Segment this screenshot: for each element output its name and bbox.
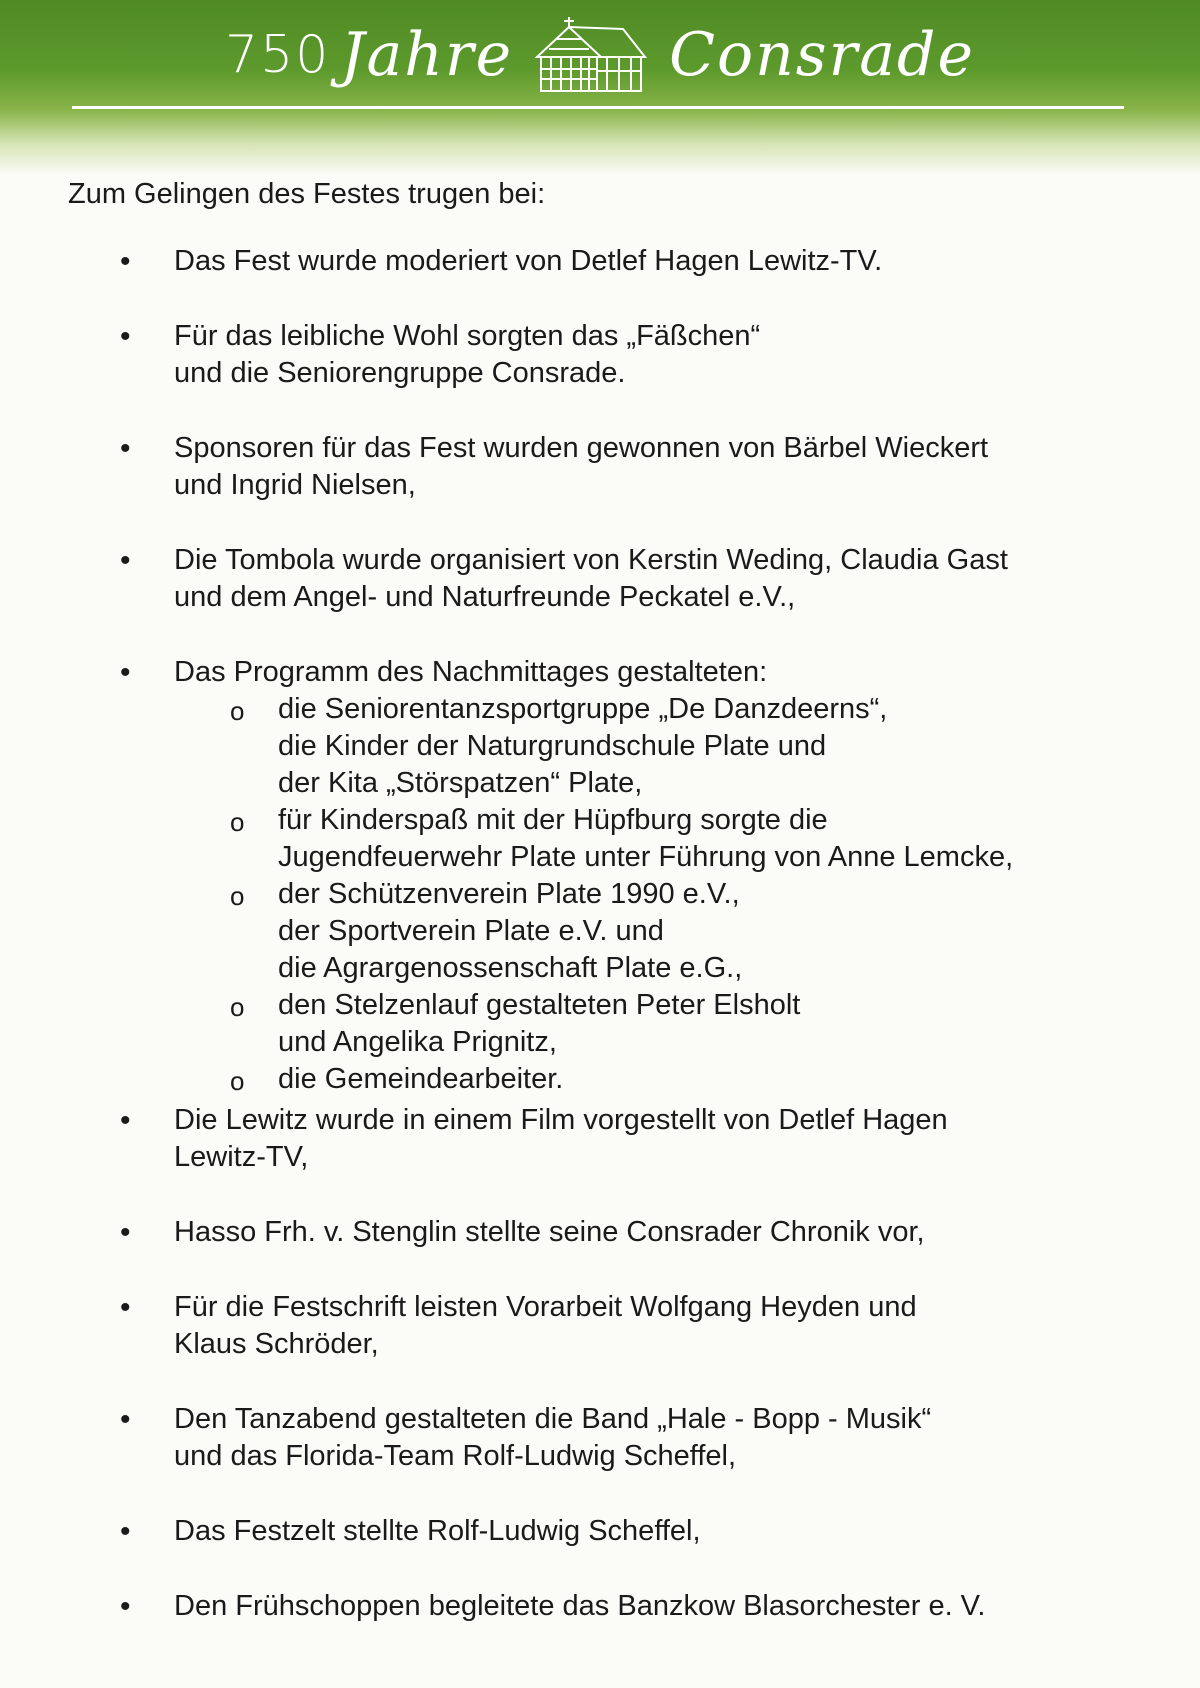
list-item xyxy=(68,542,1148,616)
list-item-line: und Ingrid Nielsen, xyxy=(174,469,416,501)
sub-bullet-marker: o xyxy=(230,881,245,911)
list-item-line: Das Programm des Nachmittages gestalteten: xyxy=(174,656,768,688)
sublist-item-line: die Seniorentanzsportgruppe „De Danzdeerns“, xyxy=(278,693,888,725)
list-item-line: Hasso Frh. v. Stenglin stellte seine Consrader Chronik vor, xyxy=(174,1216,925,1248)
header-title xyxy=(0,10,1200,100)
sublist-item-line: für Kinderspaß mit der Hüpfburg sorgte die xyxy=(278,804,828,836)
list-item xyxy=(68,1588,1148,1625)
sublist-item-line: den Stelzenlauf gestalteten Peter Elsholt xyxy=(278,989,801,1021)
bullet-marker: • xyxy=(120,1515,131,1548)
list-item xyxy=(68,1513,1148,1550)
list-item xyxy=(68,243,1148,280)
list-item-line: Lewitz-TV, xyxy=(174,1141,309,1173)
sublist-item xyxy=(174,987,1148,1061)
list-item-line: Das Fest wurde moderiert von Detlef Hagen Lewitz-TV. xyxy=(174,245,883,277)
list-item xyxy=(68,654,1148,1098)
bullet-marker: • xyxy=(120,320,131,353)
sublist-item xyxy=(174,876,1148,987)
intro-heading: Zum Gelingen des Festes trugen bei: xyxy=(68,178,546,210)
bullet-marker: • xyxy=(120,245,131,278)
list-item-line: Die Lewitz wurde in einem Film vorgestellt von Detlef Hagen xyxy=(174,1104,948,1136)
title-word-jahre: Jahre xyxy=(340,20,514,90)
contributors-list xyxy=(68,243,1148,1625)
bullet-marker: • xyxy=(120,1590,131,1623)
list-item xyxy=(68,318,1148,392)
sublist-item-line: und Angelika Prignitz, xyxy=(278,1026,557,1058)
sub-bullet-marker: o xyxy=(230,696,245,726)
sublist-item-line: Jugendfeuerwehr Plate unter Führung von Anne Lemcke, xyxy=(278,841,1014,873)
sublist-item-line: der Sportverein Plate e.V. und xyxy=(278,915,664,947)
list-item-line: Für das leibliche Wohl sorgten das „Fäßchen“ xyxy=(174,320,761,352)
bullet-marker: • xyxy=(120,656,131,689)
list-item xyxy=(68,1214,1148,1251)
list-item xyxy=(68,1289,1148,1363)
sublist-item xyxy=(174,1061,1148,1098)
list-item-line: Für die Festschrift leisten Vorarbeit Wolfgang Heyden und xyxy=(174,1291,917,1323)
title-word-consrade: Consrade xyxy=(669,20,975,90)
list-item-line: Das Festzelt stellte Rolf-Ludwig Scheffel, xyxy=(174,1515,701,1547)
bullet-marker: • xyxy=(120,1104,131,1137)
list-item-line: Den Tanzabend gestalteten die Band „Hale - Bopp - Musik“ xyxy=(174,1403,932,1435)
list-item-line: Klaus Schröder, xyxy=(174,1328,379,1360)
list-item-line: und das Florida-Team Rolf-Ludwig Scheffel, xyxy=(174,1440,737,1472)
list-item-line: Die Tombola wurde organisiert von Kerstin Weding, Claudia Gast xyxy=(174,544,1008,576)
document-body xyxy=(68,176,1148,1663)
list-item xyxy=(68,1102,1148,1176)
sublist-item xyxy=(174,691,1148,802)
sublist-item-line: der Kita „Störspatzen“ Plate, xyxy=(278,767,643,799)
header-divider xyxy=(72,106,1124,109)
bullet-marker: • xyxy=(120,432,131,465)
list-item-line: und die Seniorengruppe Consrade. xyxy=(174,357,626,389)
sublist-item xyxy=(174,802,1148,876)
sub-bullet-marker: o xyxy=(230,1066,245,1096)
bullet-marker: • xyxy=(120,544,131,577)
sublist-item-line: die Agrargenossenschaft Plate e.G., xyxy=(278,952,743,984)
list-item xyxy=(68,1401,1148,1475)
sublist-item-line: die Kinder der Naturgrundschule Plate und xyxy=(278,730,827,762)
sublist-item-line: der Schützenverein Plate 1990 e.V., xyxy=(278,878,740,910)
list-item xyxy=(68,430,1148,504)
sublist-item-line: die Gemeindearbeiter. xyxy=(278,1063,564,1095)
program-sublist xyxy=(174,691,1148,1098)
bullet-marker: • xyxy=(120,1216,131,1249)
bullet-marker: • xyxy=(120,1403,131,1436)
list-item-line: und dem Angel- und Naturfreunde Peckatel e.V., xyxy=(174,581,796,613)
house-icon xyxy=(531,13,651,97)
title-number: 750 xyxy=(225,25,331,85)
sub-bullet-marker: o xyxy=(230,992,245,1022)
bullet-marker: • xyxy=(120,1291,131,1324)
list-item-line: Sponsoren für das Fest wurden gewonnen von Bärbel Wieckert xyxy=(174,432,989,464)
sub-bullet-marker: o xyxy=(230,807,245,837)
header-banner xyxy=(0,0,1200,175)
list-item-line: Den Frühschoppen begleitete das Banzkow Blasorchester e. V. xyxy=(174,1590,986,1622)
